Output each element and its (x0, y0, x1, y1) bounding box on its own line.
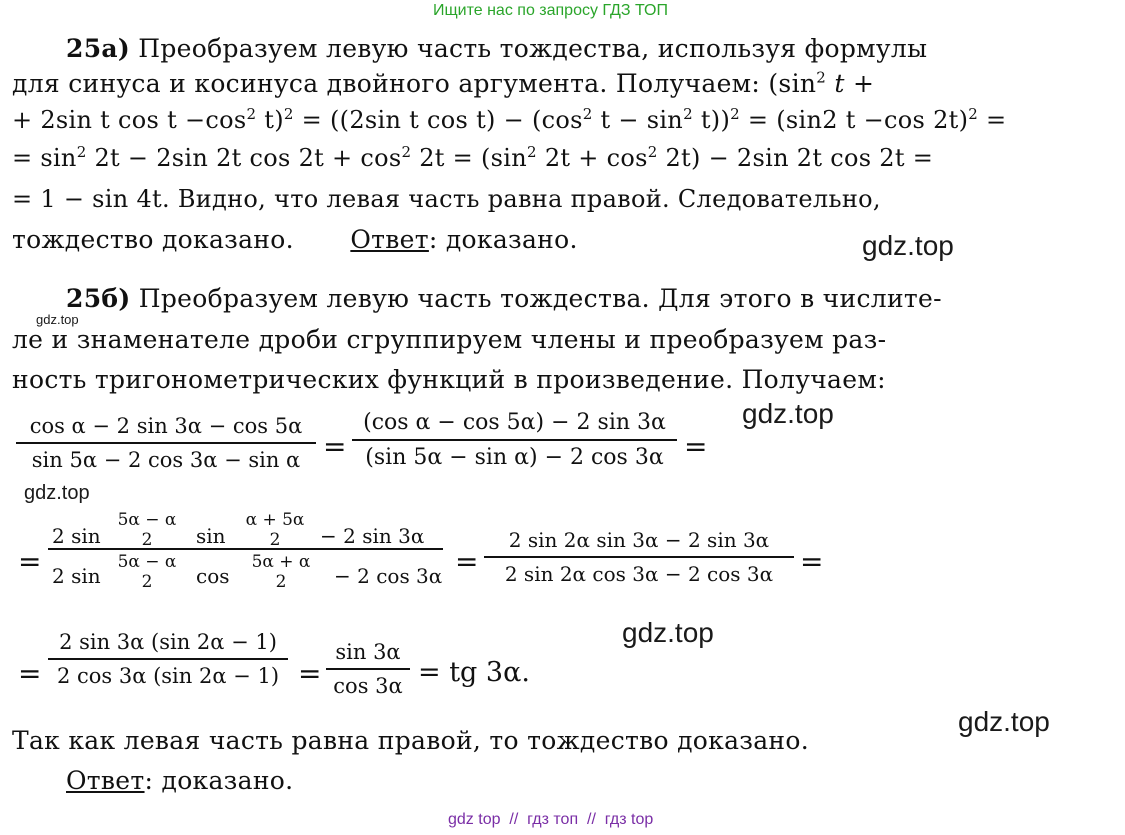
watermark-5: gdz.top (958, 706, 1050, 737)
p25a-text4b: 2t − 2sin 2t cos 2t + cos (86, 144, 402, 172)
p25a-answer-text: : доказано. (428, 225, 578, 254)
equals-4: = (455, 545, 479, 578)
p25b-text2: ле и знаменателе дроби сгруппируем члены и преобразуем раз- (12, 325, 887, 354)
p25b-answer-label: Ответ (66, 766, 145, 795)
p25a-line3 (12, 106, 1006, 134)
watermark-small: gdz.top (36, 312, 79, 327)
exp: 2 (647, 143, 658, 161)
f3-num-a: 2 sin (52, 524, 101, 548)
fraction-6-numerator: sin 3α (335, 640, 401, 664)
equals-3: = (18, 545, 42, 578)
f3-num-f1n: 5α − α (117, 510, 177, 530)
fraction-bar (326, 668, 410, 670)
p25a-line2 (12, 69, 874, 98)
p25a-text6: тождество доказано. (12, 225, 294, 254)
fraction-6-denominator: cos 3α (333, 674, 403, 698)
footer[interactable]: gdz top // гдз топ // гдз top (448, 811, 654, 828)
fraction-bar (352, 439, 677, 441)
p25a-text3c: = ((2sin t cos t) − (cos (293, 106, 583, 134)
exp: 2 (816, 68, 827, 87)
p25a-text2: для синуса и косинуса двойного аргумента. Получаем: (sin (12, 69, 817, 98)
exp: 2 (246, 105, 257, 123)
p25b-conclusion (12, 726, 809, 755)
exp: 2 (582, 105, 593, 123)
fraction-1-numerator: cos α − 2 sin 3α − cos 5α (29, 414, 303, 438)
p25b-line2 (12, 325, 886, 354)
p25a-text3f: = (sin2 t −cos 2t) (739, 106, 969, 134)
fraction-2-numerator: (cos α − cos 5α) − 2 sin 3α (363, 410, 666, 435)
p25a-text3: + 2sin t cos t −cos (12, 106, 247, 134)
fraction-3-numerator (48, 510, 443, 550)
equals-7: = (298, 657, 322, 690)
p25a-text4d: 2t + cos (536, 144, 648, 172)
fraction-5 (48, 630, 288, 688)
watermark-2: gdz.top (742, 398, 834, 429)
fraction-bar (484, 556, 794, 558)
p25a-text5: = 1 − sin 4t. Видно, что левая часть равна правой. Следовательно, (12, 185, 881, 213)
fraction-6 (326, 640, 410, 698)
p25b-text1: Преобразуем левую часть тождества. Для этого в числите- (138, 284, 942, 313)
p25b-label: 25б) (66, 284, 131, 313)
p25a-line5 (12, 185, 881, 213)
p25a-text3b: t) (256, 106, 284, 134)
f3-den-f1n: 5α − α (117, 552, 177, 572)
p25b-text3: ность тригонометрических функций в произведение. Получаем: (12, 365, 886, 394)
watermark-4: gdz.top (622, 617, 714, 648)
p25a-line1 (66, 34, 927, 63)
exp: 2 (968, 105, 979, 123)
f3-num-f2d: 2 (269, 530, 281, 550)
exp: 2 (283, 105, 294, 123)
fraction-3-denominator (48, 552, 443, 594)
f3-den-c: − 2 cos 3α (334, 564, 443, 588)
fraction-bar (48, 658, 288, 660)
fraction-5-numerator: 2 sin 3α (sin 2α − 1) (59, 630, 277, 654)
fraction-4 (484, 528, 794, 586)
watermark-1: gdz.top (862, 230, 954, 261)
fraction-1 (16, 414, 316, 472)
f3-den-a: 2 sin (52, 564, 101, 588)
p25a-text4e: 2t) − 2sin 2t cos 2t = (657, 144, 934, 172)
p25b-line3 (12, 365, 886, 394)
equals-2: = (684, 430, 708, 463)
f3-den-f1d: 2 (141, 572, 153, 592)
fraction-4-denominator: 2 sin 2α cos 3α − 2 cos 3α (504, 562, 774, 586)
p25a-text3g: = (978, 106, 1007, 134)
p25b-conclusion-text: Так как левая часть равна правой, то тождество доказано. (12, 726, 809, 755)
f3-den-f2n: 5α + α (251, 552, 311, 572)
p25b-answer (66, 766, 293, 795)
f3-num-f1d: 2 (141, 530, 153, 550)
watermark-3: gdz.top (24, 482, 90, 504)
exp: 2 (527, 143, 537, 161)
f3-num-f2n: α + 5α (245, 510, 305, 530)
fraction-3 (48, 510, 443, 594)
equals-5: = (800, 545, 824, 578)
f3-den-b: cos (196, 564, 230, 588)
p25a-line6 (12, 225, 578, 254)
equals-6: = (18, 657, 42, 690)
fraction-5-denominator: 2 cos 3α (sin 2α − 1) (56, 664, 280, 688)
equals-1: = (323, 430, 347, 463)
f3-num-b: sin (196, 524, 226, 548)
exp: 2 (401, 143, 412, 161)
exp: 2 (683, 105, 693, 123)
fraction-2 (352, 410, 677, 470)
result: = tg 3α. (418, 657, 530, 688)
fraction-1-denominator: sin 5α − 2 cos 3α − sin α (31, 448, 301, 472)
fraction-bar (16, 442, 316, 444)
p25a-label: 25а) (66, 34, 131, 63)
p25a-text4c: 2t = (sin (411, 144, 528, 172)
header-banner[interactable]: Ищите нас по запросу ГДЗ ТОП (433, 2, 668, 19)
fraction-4-numerator: 2 sin 2α sin 3α − 2 sin 3α (508, 528, 770, 552)
exp: 2 (730, 105, 740, 123)
f3-num-c: − 2 sin 3α (320, 524, 425, 548)
p25a-text3d: t − sin (592, 106, 684, 134)
exp: 2 (76, 143, 87, 161)
fraction-2-denominator: (sin 5α − sin α) − 2 cos 3α (365, 445, 664, 470)
p25a-text4: = sin (12, 144, 77, 172)
p25a-text1: Преобразуем левую часть тождества, используя формулы (138, 34, 928, 63)
p25b-line1 (66, 284, 942, 313)
p25a-text3e: t)) (692, 106, 731, 134)
p25b-answer-text: : доказано. (144, 766, 294, 795)
p25a-line4 (12, 144, 933, 172)
f3-den-f2d: 2 (275, 572, 287, 592)
p25a-answer-label: Ответ (350, 225, 429, 254)
p25a-text2b: t + (826, 69, 875, 98)
